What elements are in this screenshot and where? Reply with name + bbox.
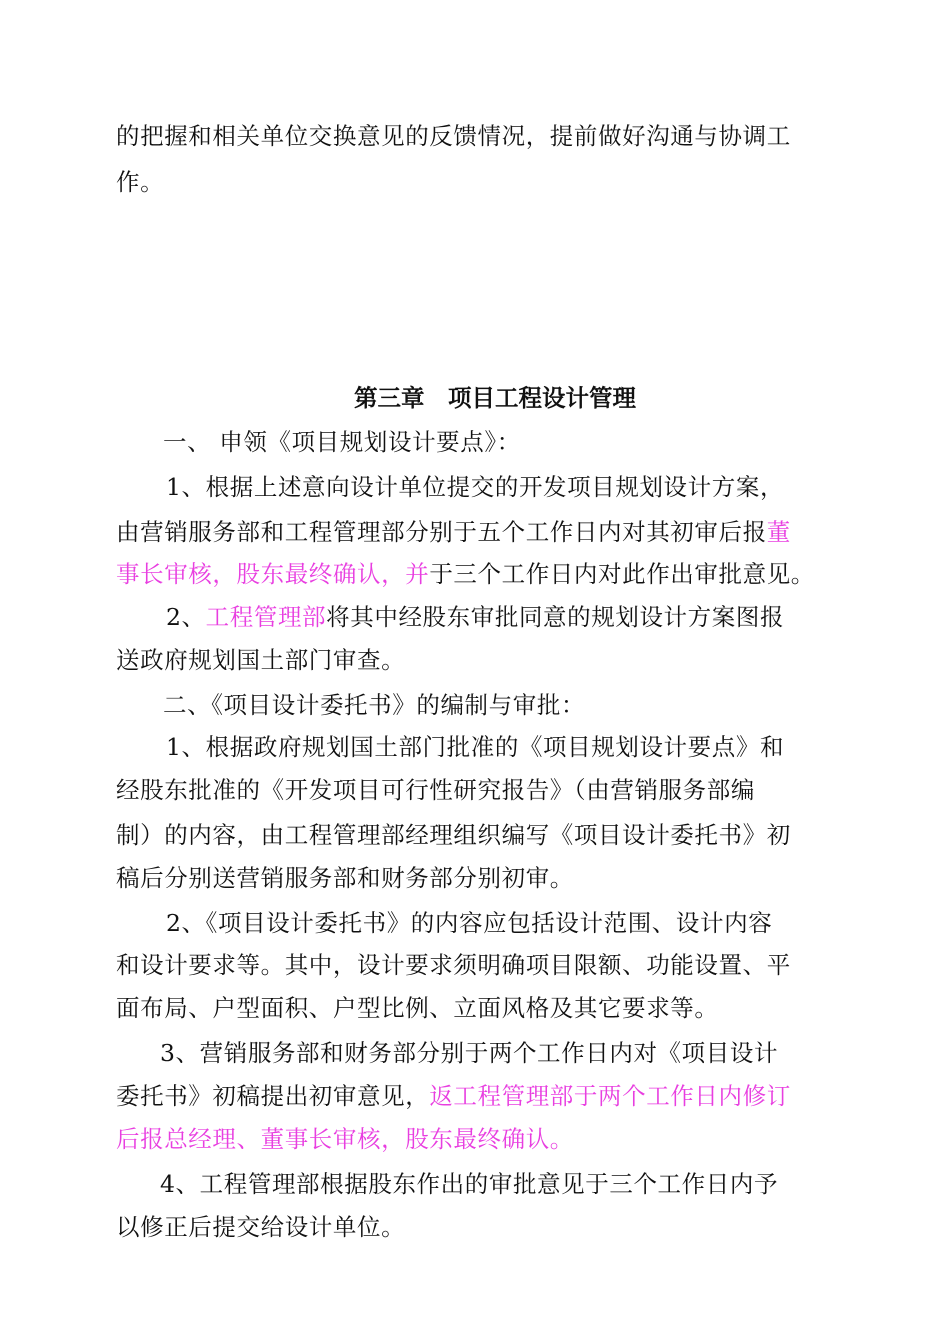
s2-item1-line2: 经股东批准的《开发项目可行性研究报告》（由营销服务部编 [116,776,755,804]
s1-item1-line2-highlight: 董 [766,518,791,546]
s2-item1-line4: 稿后分别送营销服务部和财务部分别初审。 [116,864,574,892]
section1-heading: 一、 申领《项目规划设计要点》： [163,428,521,456]
s1-item2-line1 [166,600,886,634]
s2-item2-line3: 面布局、户型面积、户型比例、立面风格及其它要求等。 [116,994,719,1022]
s1-item2-number: 2、 [166,603,206,631]
s1-item2-line1-text: 将其中经股东审批同意的规划设计方案图报 [326,603,785,631]
s1-item1-line1: 1、根据上述意向设计单位提交的开发项目规划设计方案， [166,473,785,501]
s2-item2-line1: 2、《项目设计委托书》的内容应包括设计范围、设计内容 [166,909,773,937]
s1-item1-line2 [116,515,836,549]
s2-item3-line3: 后报总经理、董事长审核，股东最终确认。 [116,1125,574,1153]
s2-item1-line1: 1、根据政府规划国土部门批准的《项目规划设计要点》和 [166,733,785,761]
s1-item1-line3-highlight: 事长审核，股东最终确认，并 [116,560,430,588]
s2-item4-line1: 4、工程管理部根据股东作出的审批意见于三个工作日内予 [160,1170,779,1198]
s2-item3-line2-text: 委托书》初稿提出初审意见， [116,1082,430,1110]
s2-item3-line2 [116,1079,836,1113]
s2-item3-line2-highlight: 返工程管理部于两个工作日内修订 [429,1082,791,1110]
intro-line-1: 的把握和相关单位交换意见的反馈情况，提前做好沟通与协调工 [116,122,791,150]
s1-item2-highlight: 工程管理部 [205,603,327,631]
s1-item1-line3 [116,557,836,591]
s2-item4-line2: 以修正后提交给设计单位。 [116,1213,406,1241]
s1-item1-line3-text: 于三个工作日内对此作出审批意见。 [429,560,815,588]
s2-item2-line2: 和设计要求等。其中，设计要求须明确项目限额、功能设置、平 [116,951,791,979]
section2-heading: 二、《项目设计委托书》的编制与审批： [163,691,586,719]
s1-item2-line2: 送政府规划国土部门审查。 [116,646,406,674]
s2-item1-line3: 制）的内容，由工程管理部经理组织编写《项目设计委托书》初 [116,821,791,849]
s1-item1-line2-text: 由营销服务部和工程管理部分别于五个工作日内对其初审后报 [116,518,767,546]
chapter-title: 第三章 项目工程设计管理 [354,384,636,412]
s2-item3-line1: 3、营销服务部和财务部分别于两个工作日内对《项目设计 [160,1039,779,1067]
intro-line-2: 作。 [116,168,165,196]
